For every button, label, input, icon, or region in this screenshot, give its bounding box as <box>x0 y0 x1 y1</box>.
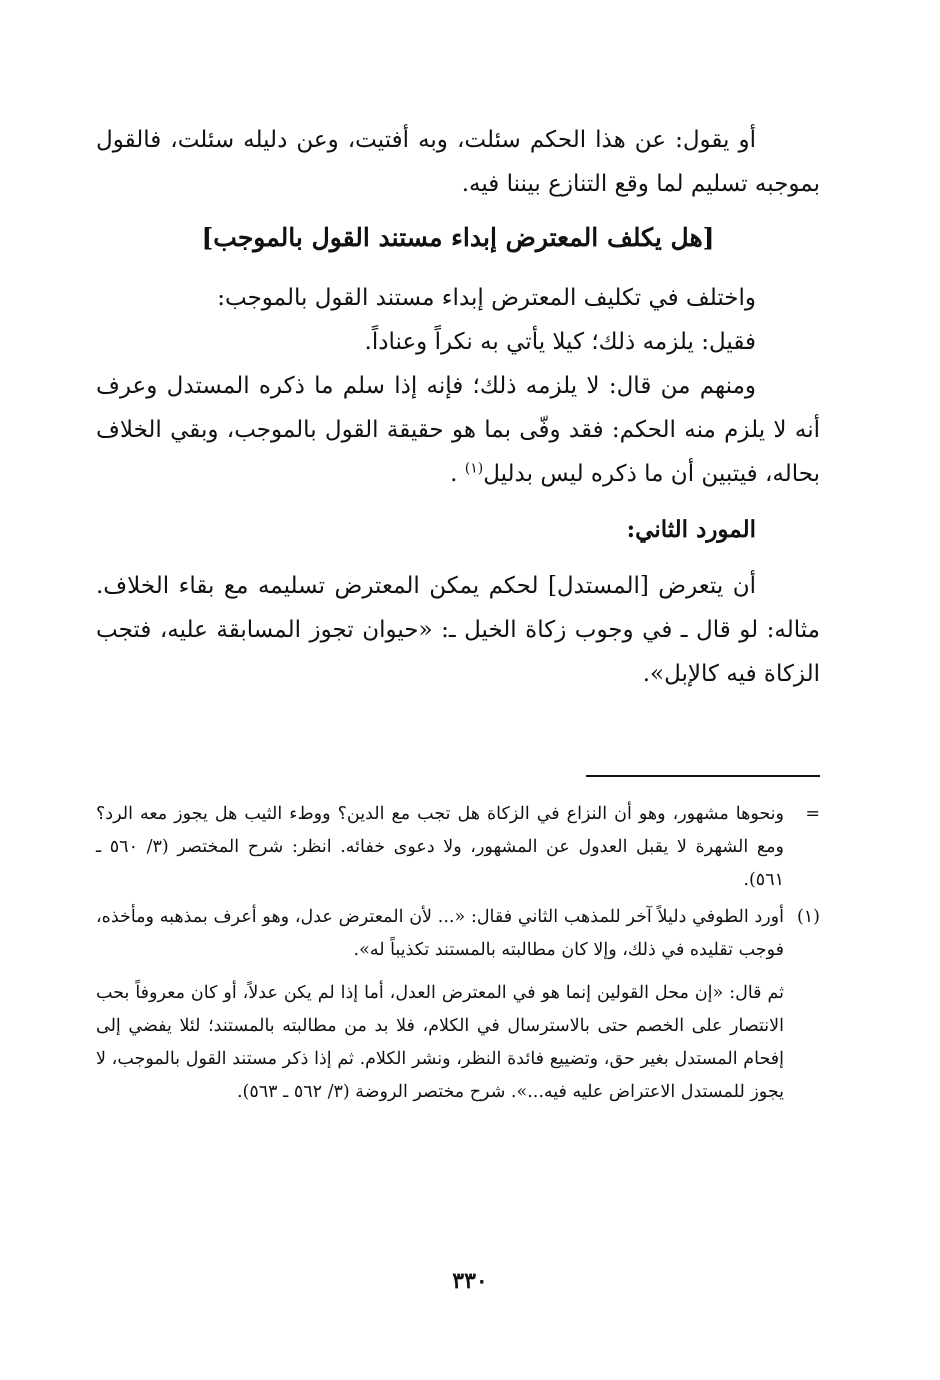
paragraph-3: فقيل: يلزمه ذلك؛ كيلا يأتي به نكراً وعناداً. <box>364 329 756 355</box>
footnote-separator <box>586 775 820 777</box>
footnote-1-text-a: أورد الطوفي دليلاً آخر للمذهب الثاني فقال: «... لأن المعترض عدل، وهو أعرف بمذهبه ومأخذه، فوجب تقليده في ذلك، وإلا كان مطالبته بالمستند تكذيباً له». <box>96 907 784 960</box>
footnote-1-mark: (١) <box>796 907 820 927</box>
paragraph-5: أن يتعرض [المستدل] لحكم يمكن المعترض تسليمه مع بقاء الخلاف. مثاله: لو قال ـ في وجوب زكاة الخيل ـ: «حيوان تجوز المسابقة عليه، فتجب الزكاة فيه كالإبل». <box>96 573 820 687</box>
footnotes <box>96 798 820 1113</box>
subheading-second-case: المورد الثاني: <box>626 516 756 543</box>
footnote-1-continued: ثم قال: «إن محل القولين إنما هو في المعترض العدل، أما إذا لم يكن عدلاً، أو كان معروفاً بحب الانتصار على الخصم حتى بالاسترسال في الكلام، فلا بد من مطالبته بالمستند؛ لئلا يفضي إلى إفحام المستدل بغير حق، وتضييع فائدة النظر، ونشر الكلام. ثم إذا ذكر مستند القول بالموجب، لا يجوز للمستدل الاعتراض عليه فيه...». شرح مختصر الروضة (٣/ ٥٦٢ ـ ٥٦٣). <box>96 983 784 1102</box>
continuation-mark: = <box>805 804 820 824</box>
page-number: ٣٣٠ <box>452 1268 488 1294</box>
footnote-continuation-text: ونحوها مشهور، وهو أن النزاع في الزكاة هل تجب مع الدين؟ ووطء الثيب هل يجوز معه الرد؟ ومع الشهرة لا يقبل العدول عن المشهور، ولا دعوى خفائه. انظر: شرح المختصر (٣/ ٥٦٠ ـ ٥٦١). <box>96 804 784 890</box>
paragraph-4-text: ومنهم من قال: لا يلزمه ذلك؛ فإنه إذا سلم ما ذكره المستدل وعرف أنه لا يلزم منه الحكم: فقد وفّى بما هو حقيقة القول بالموجب، وبقي الخلاف بحاله، فيتبين أن ما ذكره ليس بدليل <box>96 373 821 487</box>
footnote-reference-1: (١) <box>464 460 484 477</box>
main-text <box>96 118 820 696</box>
footnote-1 <box>96 901 820 967</box>
paragraph-1: أو يقول: عن هذا الحكم سئلت، وبه أفتيت، وعن دليله سئلت، فالقول بموجبه تسليم لما وقع التنازع بيننا فيه. <box>96 127 820 197</box>
footnote-continuation <box>96 798 820 897</box>
paragraph-4 <box>96 364 820 496</box>
paragraph-4-end: . <box>450 461 458 487</box>
paragraph-2: واختلف في تكليف المعترض إبداء مستند القول بالموجب: <box>217 285 756 311</box>
section-heading: [هل يكلف المعترض إبداء مستند القول بالموجب] <box>201 223 715 252</box>
